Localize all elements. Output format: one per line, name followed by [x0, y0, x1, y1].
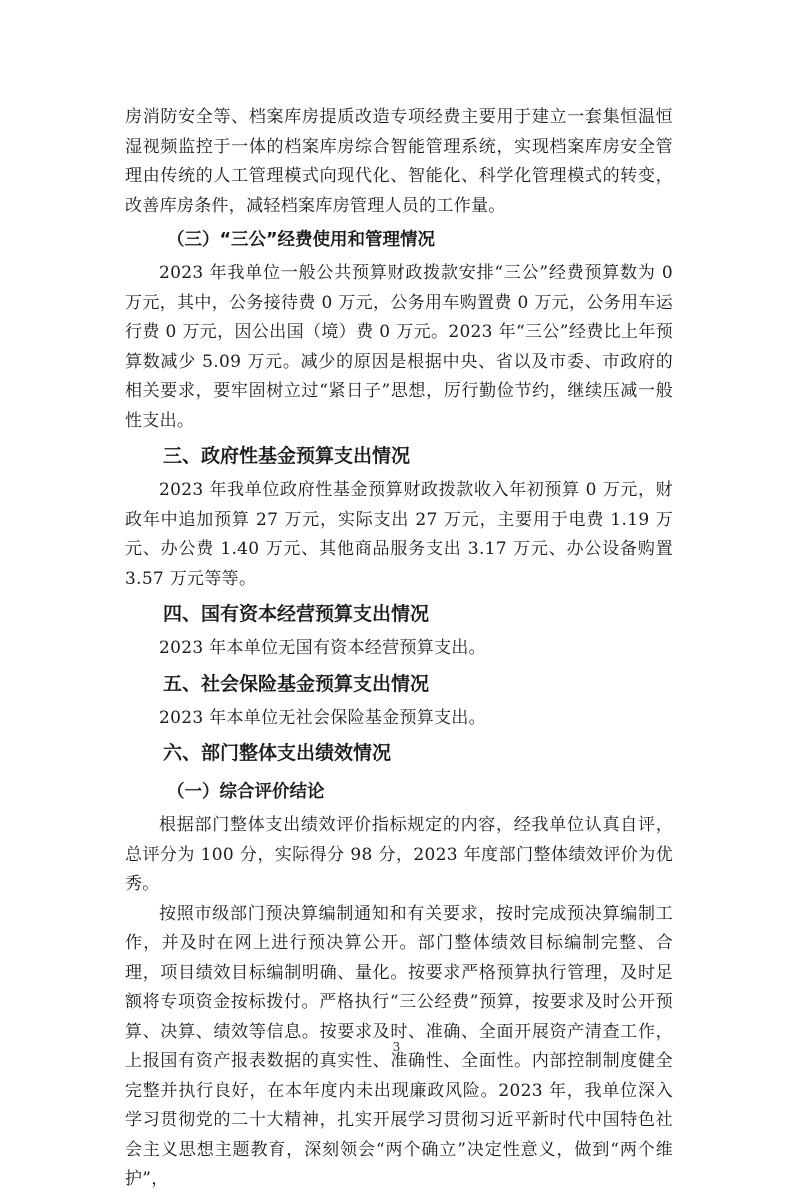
page-number: 3 [392, 1040, 401, 1054]
heading-evaluation-conclusion: （一）综合评价结论 [167, 782, 325, 802]
heading-state-capital: 四、国有资本经营预算支出情况 [163, 603, 430, 625]
heading-social-insurance: 五、社会保险基金预算支出情况 [163, 672, 430, 695]
paragraph-three-public-expenses: 2023 年我单位一般公共预算财政拨款安排“三公”经费预算数为 0 万元，其中，公务接待费 0 万元，公务用车购置费 0 万元，公务用车运行费 0 万元，因公出国（境）费 0 万元。2023 年“三公”经费比上年预算数减少 5.09 万元。减少的原因是根据中央、省以及市委、市政府的相关要求，要牢固树立过“紧日子”思想，厉行勤俭节约，继续压减一般性支出。 [125, 263, 673, 431]
page-content [125, 103, 673, 1195]
paragraph-archive-upgrade: 房消防安全等、档案库房提质改造专项经费主要用于建立一套集恒温恒湿视频监控于一体的档案库房综合智能管理系统，实现档案库房安全管理由传统的人工管理模式向现代化、智能化、科学化管理模式的转变，改善库房条件，减轻档案库房管理人员的工作量。 [125, 107, 673, 216]
heading-performance: 六、部门整体支出绩效情况 [163, 742, 392, 764]
heading-government-fund: 三、政府性基金预算支出情况 [163, 445, 411, 467]
paragraph-evaluation-details: 按照市级部门预决算编制通知和有关要求，按时完成预决算编制工作，并及时在网上进行预决算公开。部门整体绩效目标编制完整、合理，项目绩效目标编制明确、量化。按要求严格预算执行管理，及时足额将专项资金按标拨付。严格执行“三公经费”预算，按要求及时公开预算、决算、绩效等信息。按要求及时、准确、全面开展资产清查工作，上报国有资产报表数据的真实性、准确性、全面性。内部控制制度健全完整并执行良好，在本年度内未出现廉政风险。2023 年，我单位深入学习贯彻党的二十大精神，扎实开展学习贯彻习近平新时代中国特色社会主义思想主题教育，深刻领会“两个确立”决定性意义，做到“两个维护”， [125, 903, 673, 1189]
paragraph-social-insurance: 2023 年本单位无社会保险基金预算支出。 [159, 707, 486, 728]
paragraph-evaluation-score: 根据部门整体支出绩效评价指标规定的内容，经我单位认真自评，总评分为 100 分，实际得分 98 分，2023 年度部门整体绩效评价为优秀。 [125, 815, 673, 894]
paragraph-state-capital: 2023 年本单位无国有资本经营预算支出。 [159, 638, 486, 658]
heading-three-public-expenses: （三）“三公”经费使用和管理情况 [167, 230, 436, 250]
paragraph-government-fund: 2023 年我单位政府性基金预算财政拨款收入年初预算 0 万元，财政年中追加预算 27 万元，实际支出 27 万元，主要用于电费 1.19 万元、办公费 1.40 万元、其他商品服务支出 3.17 万元、办公设备购置 3.57 万元等等。 [125, 480, 673, 589]
